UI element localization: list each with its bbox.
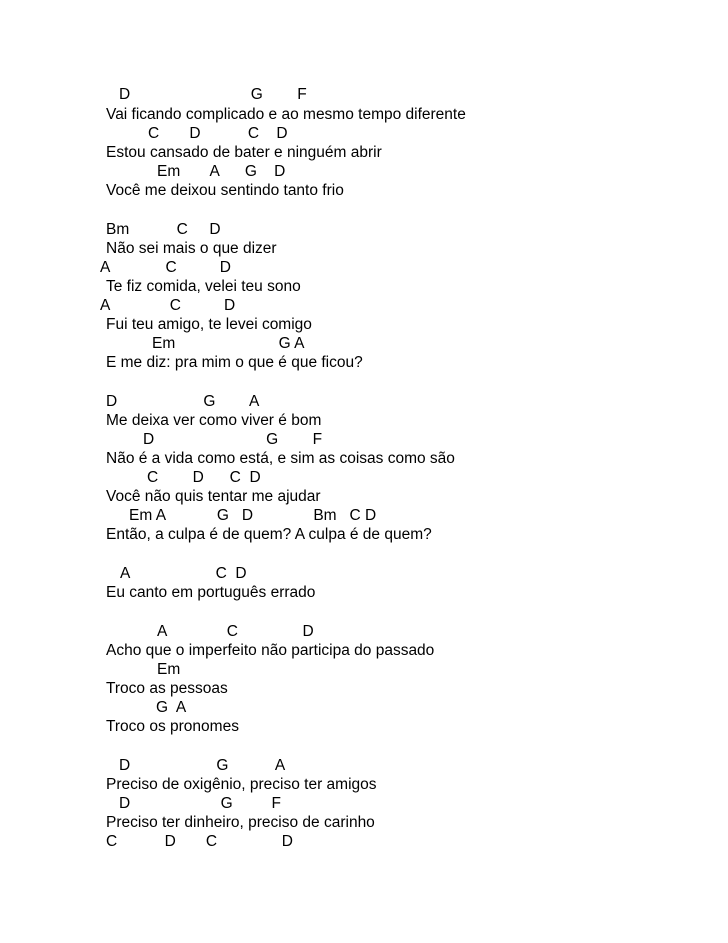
lyric-line: Não sei mais o que dizer — [106, 240, 277, 257]
chord-line: D G F — [119, 795, 281, 812]
chord-line: D G F — [143, 431, 323, 448]
chord-line: Em A G D — [157, 163, 286, 180]
lyric-line: Estou cansado de bater e ninguém abrir — [106, 144, 382, 161]
chord-line: A C D — [157, 623, 314, 640]
chord-line: Em A G D Bm C D — [129, 507, 377, 524]
chord-line: Em — [157, 661, 181, 678]
lyric-line: Vai ficando complicado e ao mesmo tempo diferente — [106, 106, 466, 123]
chord-line: G A — [156, 699, 187, 716]
lyric-line: Então, a culpa é de quem? A culpa é de quem? — [106, 526, 432, 543]
lyric-line: Te fiz comida, velei teu sono — [106, 278, 301, 295]
chord-line: D G F — [119, 86, 307, 103]
chord-line: D G A — [106, 393, 260, 410]
lyric-line: Preciso ter dinheiro, preciso de carinho — [106, 814, 375, 831]
lyric-line: Você não quis tentar me ajudar — [106, 488, 321, 505]
chord-line: D G A — [119, 757, 286, 774]
chord-line: A C D — [100, 259, 231, 276]
lyric-line: Me deixa ver como viver é bom — [106, 412, 322, 429]
lyric-line: Preciso de oxigênio, preciso ter amigos — [106, 776, 377, 793]
chord-line: C D C D — [148, 125, 288, 142]
lyric-line: Eu canto em português errado — [106, 584, 316, 601]
lyric-line: Não é a vida como está, e sim as coisas como são — [106, 450, 455, 467]
lyric-line: Fui teu amigo, te levei comigo — [106, 316, 312, 333]
lyric-line: Troco os pronomes — [106, 718, 239, 735]
chord-line: C D C D — [147, 469, 261, 486]
chord-line: C D C D — [106, 833, 293, 850]
lyric-line: Você me deixou sentindo tanto frio — [106, 182, 344, 199]
lyric-line: E me diz: pra mim o que é que ficou? — [106, 354, 363, 371]
chord-line: Bm C D — [106, 221, 221, 238]
chord-line: A C D — [120, 565, 247, 582]
chord-line: Em G A — [152, 335, 305, 352]
lyric-line: Acho que o imperfeito não participa do passado — [106, 642, 435, 659]
lyric-line: Troco as pessoas — [106, 680, 228, 697]
chord-line: A C D — [100, 297, 236, 314]
